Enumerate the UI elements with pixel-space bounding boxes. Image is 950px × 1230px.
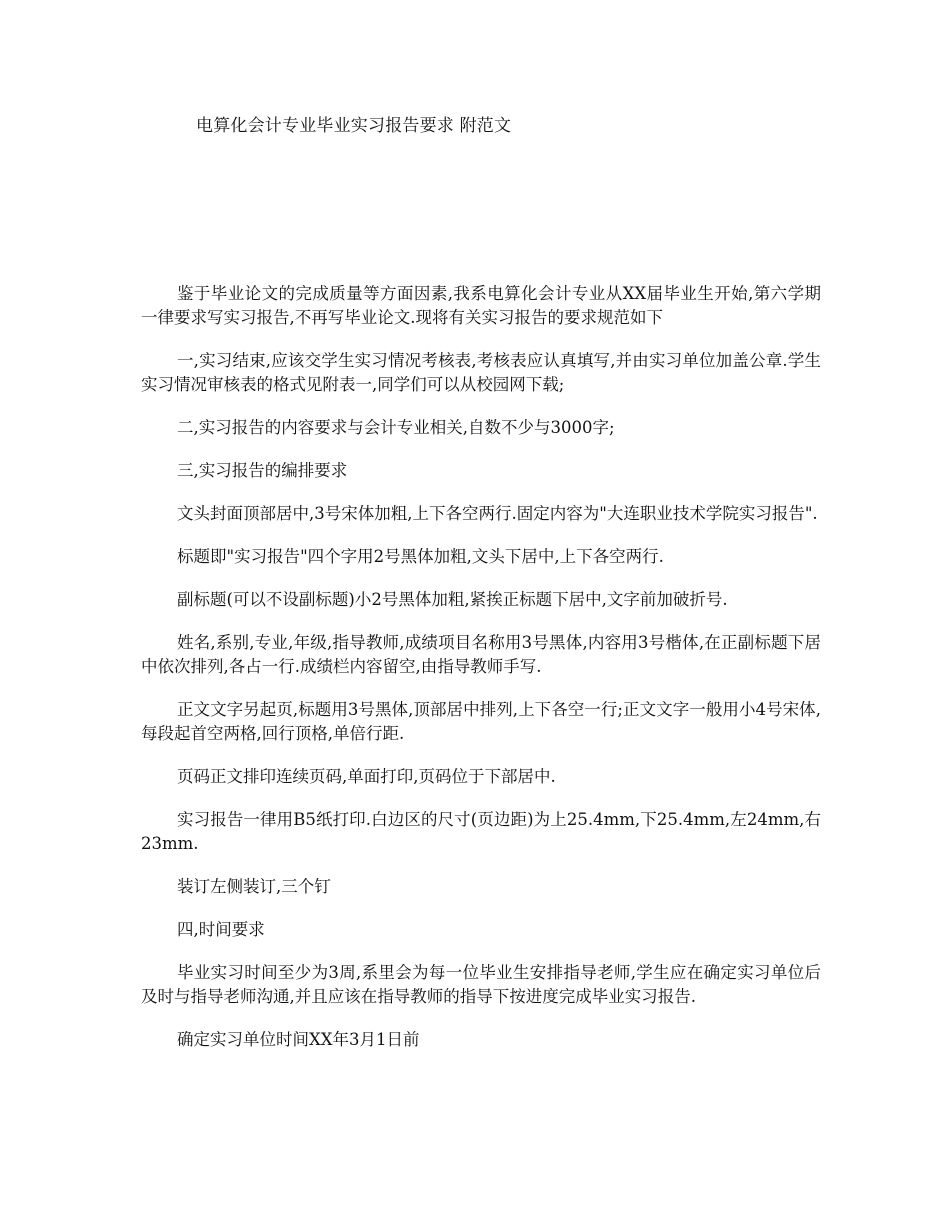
paragraph-title-rule: 标题即"实习报告"四个字用2号黑体加粗,文头下居中,上下各空两行. bbox=[177, 547, 664, 566]
paragraph-personal-info-rule: 姓名,系别,专业,年级,指导教师,成绩项目名称用3号黑体,内容用3号楷体,在正副标题下居中依次排列,各占一行.成绩栏内容留空,由指导教师手写. bbox=[141, 633, 821, 676]
paragraph-cover-header: 文头封面顶部居中,3号宋体加粗,上下各空两行.固定内容为"大连职业技术学院实习报告". bbox=[177, 504, 818, 523]
document-body bbox=[141, 282, 821, 1071]
paragraph-deadline: 确定实习单位时间XX年3月1日前 bbox=[177, 1030, 420, 1049]
paragraph-section-3-heading: 三,实习报告的编排要求 bbox=[177, 461, 348, 480]
paragraph-subtitle-rule: 副标题(可以不设副标题)小2号黑体加粗,紧挨正标题下居中,文字前加破折号. bbox=[177, 590, 728, 609]
document-title: 电算化会计专业毕业实习报告要求 附范文 bbox=[196, 116, 512, 136]
paragraph-section-2: 二,实习报告的内容要求与会计专业相关,自数不少与3000字; bbox=[177, 418, 615, 437]
paragraph-paper-margin-rule: 实习报告一律用B5纸打印.白边区的尺寸(页边距)为上25.4mm,下25.4mm,左24mm,右23mm. bbox=[141, 810, 821, 853]
paragraph-section-4-heading: 四,时间要求 bbox=[177, 920, 265, 939]
paragraph-internship-duration: 毕业实习时间至少为3周,系里会为每一位毕业生安排指导老师,学生应在确定实习单位后及时与指导老师沟通,并且应该在指导教师的指导下按进度完成毕业实习报告. bbox=[141, 963, 821, 1006]
paragraph-body-text-rule: 正文文字另起页,标题用3号黑体,顶部居中排列,上下各空一行;正文文字一般用小4号宋体,每段起首空两格,回行顶格,单倍行距. bbox=[141, 700, 821, 743]
paragraph-intro: 鉴于毕业论文的完成质量等方面因素,我系电算化会计专业从XX届毕业生开始,第六学期一律要求写实习报告,不再写毕业论文.现将有关实习报告的要求规范如下 bbox=[141, 284, 821, 327]
paragraph-page-number-rule: 页码正文排印连续页码,单面打印,页码位于下部居中. bbox=[177, 767, 556, 786]
paragraph-section-1: 一,实习结束,应该交学生实习情况考核表,考核表应认真填写,并由实习单位加盖公章.学生实习情况审核表的格式见附表一,同学们可以从校园网下载; bbox=[141, 351, 821, 394]
paragraph-binding-rule: 装订左侧装订,三个钉 bbox=[177, 877, 331, 896]
